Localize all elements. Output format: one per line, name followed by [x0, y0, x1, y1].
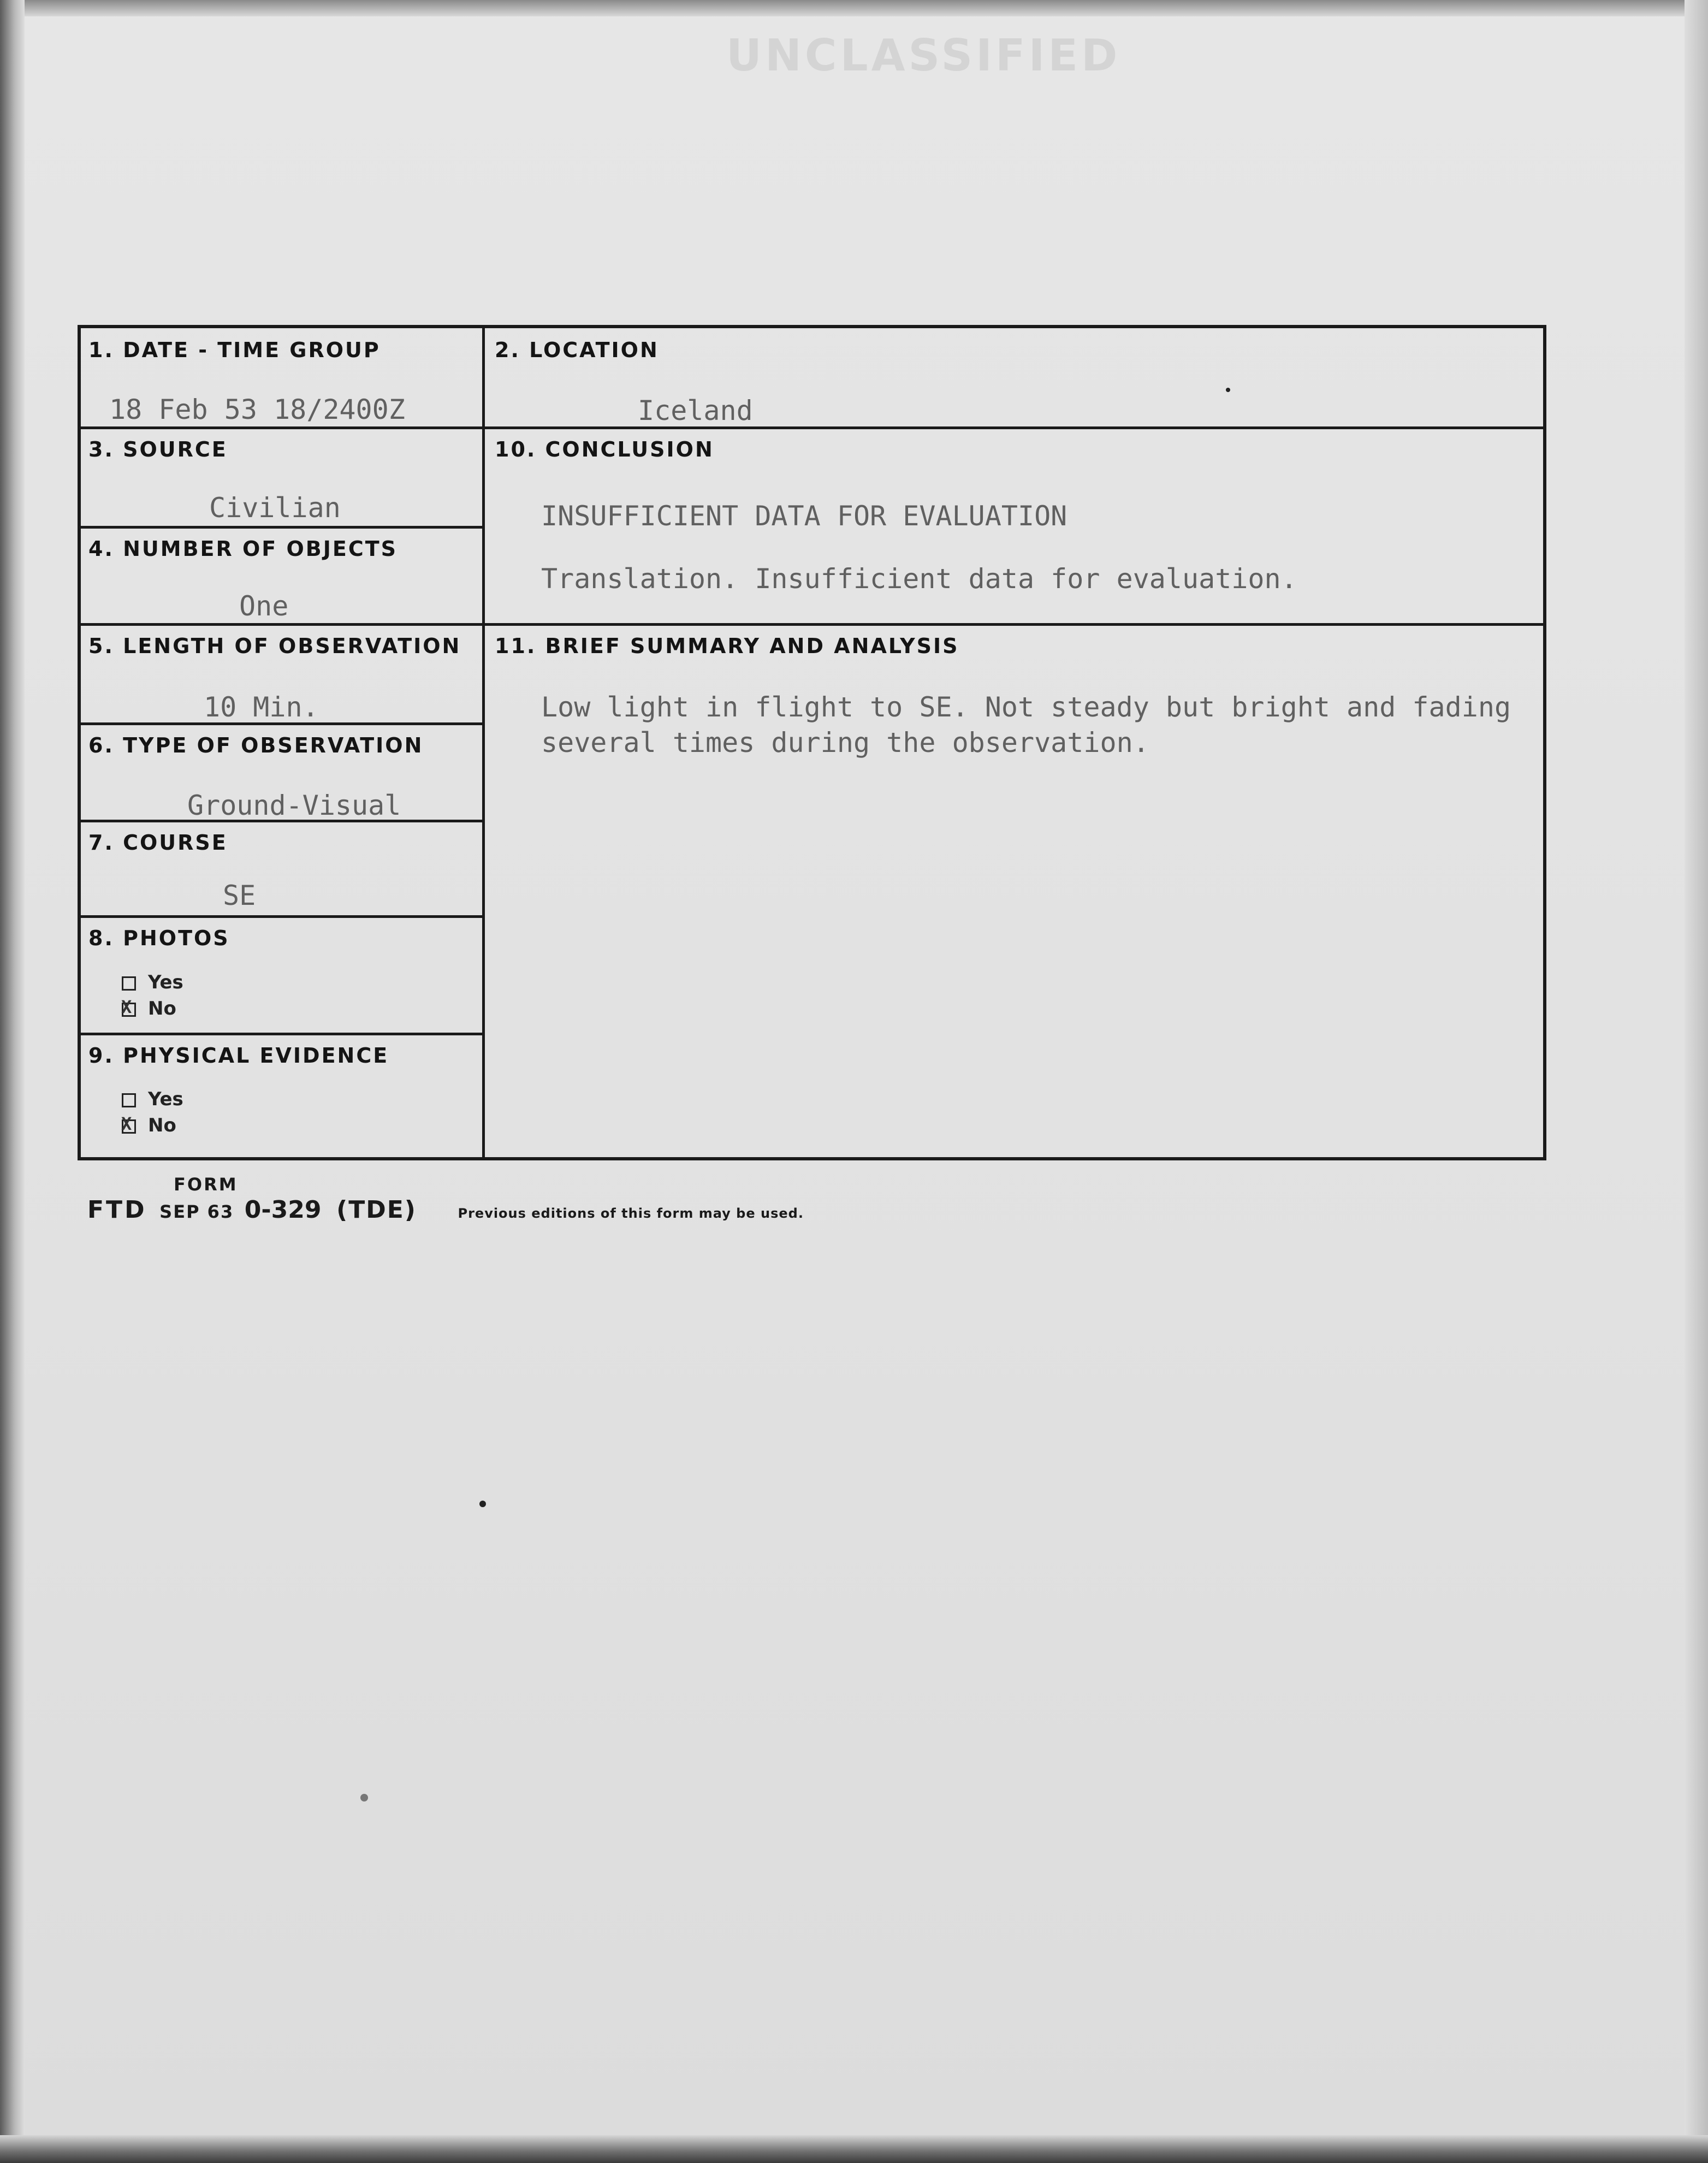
length-of-observation-value: 10 Min.: [204, 691, 319, 723]
row-divider: [81, 526, 482, 529]
evidence-yes-label: Yes: [148, 1088, 183, 1110]
row-divider: [81, 915, 482, 918]
footer-note: Previous editions of this form may be used.: [458, 1206, 804, 1221]
evidence-no-option: [122, 1115, 176, 1136]
conclusion-translation: Translation. Insufficient data for evaluation.: [541, 563, 1297, 595]
date-time-group-value: 18 Feb 53 18/2400Z: [109, 394, 405, 425]
brief-summary-label: 11. BRIEF SUMMARY AND ANALYSIS: [495, 634, 959, 658]
course-label: 7. COURSE: [88, 831, 228, 855]
scan-speck: [360, 1794, 368, 1801]
footer-date: SEP 63: [159, 1201, 234, 1222]
row-divider: [81, 426, 1543, 429]
length-of-observation-label: 5. LENGTH OF OBSERVATION: [88, 634, 461, 658]
footer-form-number: 0-329: [244, 1196, 322, 1224]
conclusion-label: 10. CONCLUSION: [495, 437, 714, 461]
scan-edge-right: [1685, 0, 1708, 2163]
footer-ftd: FTD: [87, 1196, 147, 1224]
footer-form-word: FORM: [174, 1174, 238, 1195]
evidence-yes-option: [122, 1088, 183, 1110]
photos-no-option: [122, 998, 176, 1020]
photos-no-label: No: [148, 998, 176, 1020]
type-of-observation-label: 6. TYPE OF OBSERVATION: [88, 733, 424, 757]
location-value: Iceland: [638, 395, 753, 426]
source-label: 3. SOURCE: [88, 437, 228, 461]
photos-label: 8. PHOTOS: [88, 926, 230, 950]
scan-edge-bottom: [0, 2135, 1708, 2163]
summary-line-2: several times during the observation.: [541, 727, 1149, 758]
checkbox-empty-icon: [122, 1093, 136, 1107]
footer-code: (TDE): [336, 1196, 417, 1224]
type-of-observation-value: Ground-Visual: [187, 790, 401, 821]
checkbox-empty-icon: [122, 976, 136, 991]
checkbox-checked-icon: [122, 1003, 136, 1017]
photos-yes-option: [122, 971, 183, 993]
checkbox-checked-icon: [122, 1119, 136, 1134]
row-divider: [81, 623, 1543, 626]
scan-edge-top: [0, 0, 1708, 16]
column-divider: [482, 328, 485, 1157]
scan-speck: [479, 1501, 486, 1507]
form-footer: [87, 1196, 804, 1224]
number-of-objects-value: One: [239, 590, 289, 622]
scan-speck: [1226, 388, 1230, 392]
conclusion-text: INSUFFICIENT DATA FOR EVALUATION: [541, 500, 1068, 532]
physical-evidence-label: 9. PHYSICAL EVIDENCE: [88, 1044, 389, 1068]
date-time-group-label: 1. DATE - TIME GROUP: [88, 338, 381, 362]
number-of-objects-label: 4. NUMBER OF OBJECTS: [88, 537, 398, 561]
row-divider: [81, 1033, 482, 1035]
evidence-no-label: No: [148, 1115, 176, 1136]
location-label: 2. LOCATION: [495, 338, 659, 362]
classification-stamp: UNCLASSIFIED: [726, 30, 1121, 81]
source-value: Civilian: [209, 492, 341, 524]
course-value: SE: [223, 880, 256, 911]
summary-line-1: Low light in flight to SE. Not steady but bright and fading: [541, 691, 1511, 723]
photos-yes-label: Yes: [148, 971, 183, 993]
report-form: [78, 325, 1546, 1160]
scan-edge-left: [0, 0, 25, 2163]
